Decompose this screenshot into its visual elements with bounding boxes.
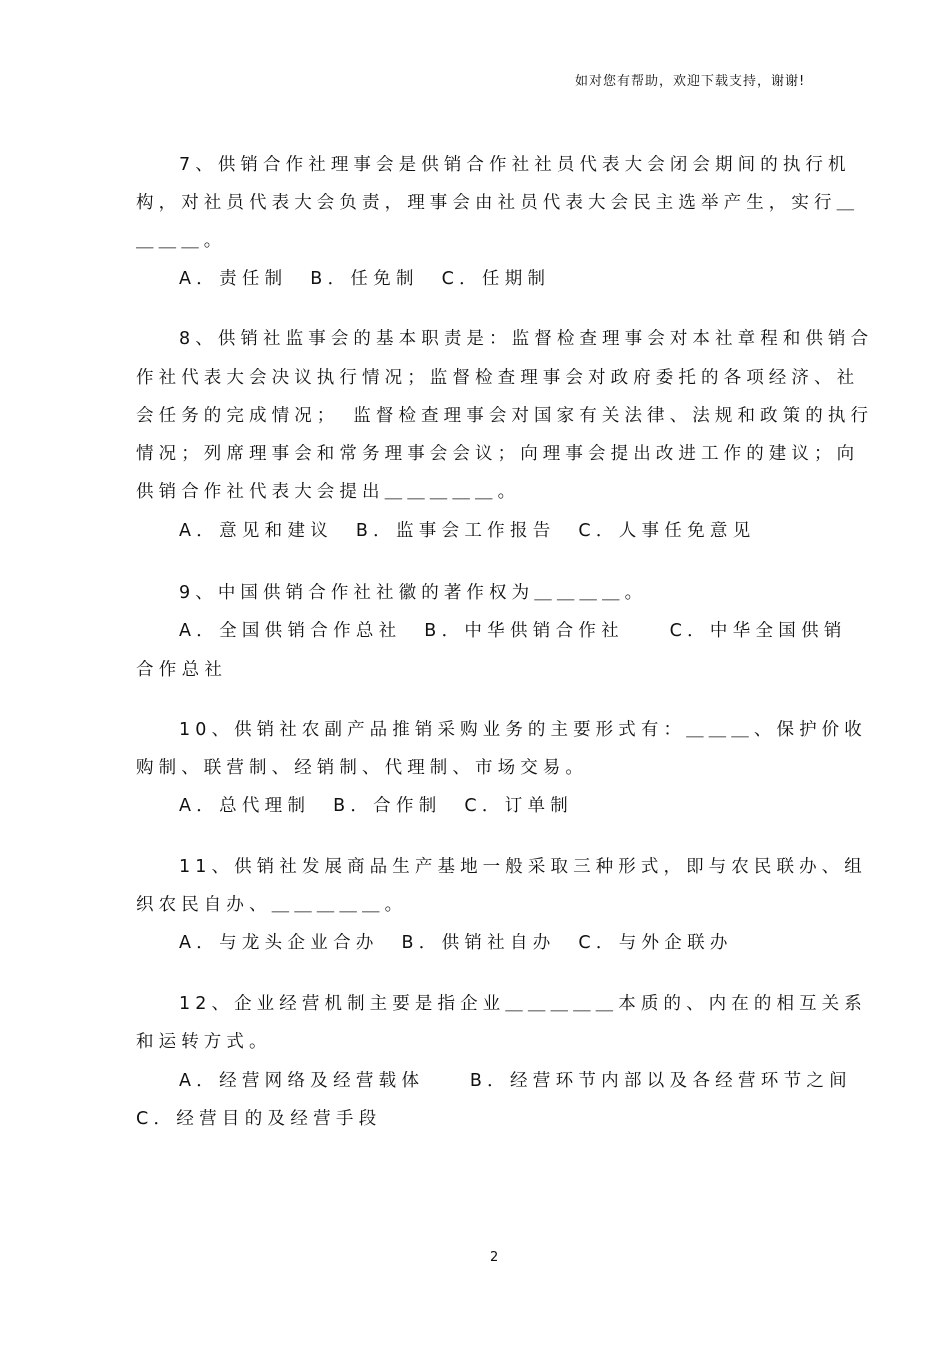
question-10-options: A．总代理制 B．合作制 C．订单制 xyxy=(179,796,574,816)
question-10-line-2: 购制、联营制、经销制、代理制、市场交易。 xyxy=(136,758,588,778)
header-note: 如对您有帮助，欢迎下载支持，谢谢! xyxy=(575,74,806,89)
question-12-line-1: 12、企业经营机制主要是指企业＿＿＿＿＿本质的、内在的相互关系 xyxy=(179,994,867,1014)
question-12-options-line-2: C．经营目的及经营手段 xyxy=(136,1109,382,1129)
question-11-line-2: 织农民自办、＿＿＿＿＿。 xyxy=(136,895,408,915)
question-7-line-1: 7、供销合作社理事会是供销合作社社员代表大会闭会期间的执行机 xyxy=(179,155,851,175)
question-8-line-2: 作社代表大会决议执行情况；监督检查理事会对政府委托的各项经济、社 xyxy=(136,368,860,388)
question-11-options: A．与龙头企业合办 B．供销社自办 C．与外企联办 xyxy=(179,933,733,953)
question-12-options-line-1: A．经营网络及经营载体 B．经营环节内部以及各经营环节之间 xyxy=(179,1071,852,1091)
question-8-options: A．意见和建议 B．监事会工作报告 C．人事任免意见 xyxy=(179,521,756,541)
question-7-options: A．责任制 B．任免制 C．任期制 xyxy=(179,269,551,289)
question-9-options-line-2: 合作总社 xyxy=(136,660,228,680)
question-8-line-3: 会任务的完成情况； 监督检查理事会对国家有关法律、法规和政策的执行 xyxy=(136,406,874,426)
question-8-line-4: 情况；列席理事会和常务理事会会议；向理事会提出改进工作的建议；向 xyxy=(136,444,860,464)
question-8-line-1: 8、供销社监事会的基本职责是：监督检查理事会对本社章程和供销合 xyxy=(179,329,874,349)
question-7-line-2: 构，对社员代表大会负责，理事会由社员代表大会民主选举产生，实行＿ xyxy=(136,193,860,213)
question-11-line-1: 11、供销社发展商品生产基地一般采取三种形式，即与农民联办、组 xyxy=(179,857,867,877)
question-8-line-5: 供销合作社代表大会提出＿＿＿＿＿。 xyxy=(136,482,521,502)
question-10-line-1: 10、供销社农副产品推销采购业务的主要形式有：＿＿＿、保护价收 xyxy=(179,720,867,740)
question-9-options-line-1: A．全国供销合作总社 B．中华供销合作社 C．中华全国供销 xyxy=(179,621,847,641)
question-12-line-2: 和运转方式。 xyxy=(136,1032,272,1052)
question-9-line-1: 9、中国供销合作社社徽的著作权为＿＿＿＿。 xyxy=(179,583,648,603)
question-7-line-3: ＿＿＿。 xyxy=(136,231,227,251)
page-number: 2 xyxy=(490,1250,499,1265)
